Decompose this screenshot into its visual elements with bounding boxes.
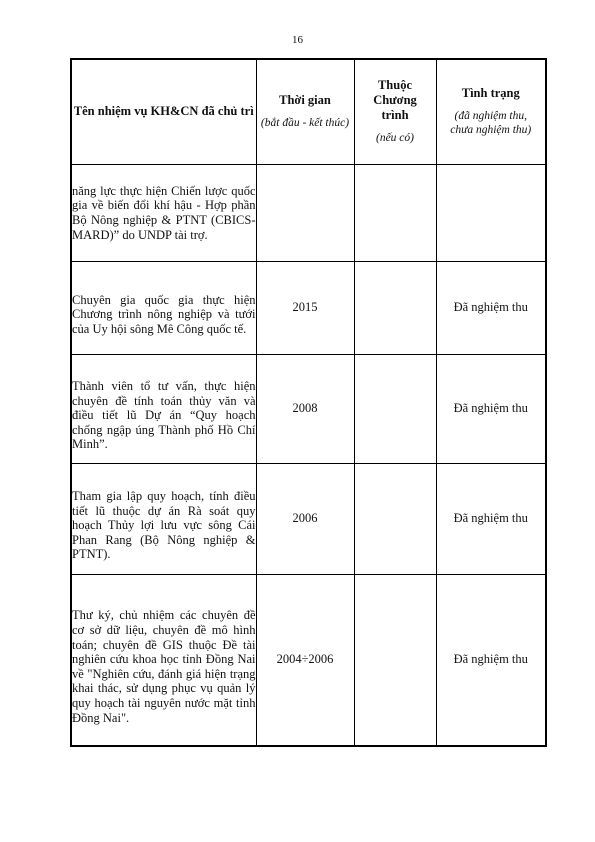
header-subtitle: (đã nghiệm thu, chưa nghiệm thu) [450,110,532,137]
projects-table [70,58,547,747]
header-subtitle: (bắt đầu - kết thúc) [260,117,350,130]
table-row [71,164,546,261]
status-cell [436,164,546,261]
header-program [354,59,436,164]
task-name-cell: Thư ký, chủ nhiệm các chuyên đề cơ sở dữ liệu, chuyên đề mô hình toán; chuyên đề GIS thuộc Đề tài nghiên cứu khoa học tỉnh Đồng Nai về "Nghiên cứu, đánh giá hiện trạng khai thác, sử dụng phục vụ quản lý quy hoạch tài nguyên nước mặt tỉnh Đồng Nai". [71,574,256,746]
program-cell [354,463,436,574]
time-cell: 2004÷2006 [256,574,354,746]
table-row [71,463,546,574]
header-time [256,59,354,164]
header-title: Tình trạng [461,86,520,101]
task-name-cell: năng lực thực hiện Chiến lược quốc gia về biến đổi khí hậu - Hợp phần Bộ Nông nghiệp & PTNT (CBICS-MARD)” do UNDP tài trợ. [71,164,256,261]
page-number: 16 [292,34,303,46]
table-row [71,354,546,463]
time-cell: 2006 [256,463,354,574]
task-name-cell: Chuyên gia quốc gia thực hiện Chương trình nông nghiệp và tưới của Uy hội sông Mê Công quốc tế. [71,261,256,354]
status-cell: Đã nghiệm thu [436,261,546,354]
table-row [71,261,546,354]
time-cell: 2008 [256,354,354,463]
header-title: Thuộc Chương trình [373,78,417,123]
header-task-name [71,59,256,164]
program-cell [354,574,436,746]
table-header-row [71,59,546,164]
program-cell [354,354,436,463]
time-cell [256,164,354,261]
header-title: Thời gian [279,93,331,108]
table-row [71,574,546,746]
status-cell: Đã nghiệm thu [436,574,546,746]
header-title: Tên nhiệm vụ KH&CN đã chủ trì [73,104,254,119]
status-cell: Đã nghiệm thu [436,463,546,574]
task-name-cell: Thành viên tổ tư vấn, thực hiện chuyên đề tính toán thủy văn và điều tiết lũ Dự án “Quy hoạch chống ngập úng Thành phố Hồ Chí Minh”. [71,354,256,463]
header-subtitle: (nếu có) [376,132,414,145]
header-status [436,59,546,164]
program-cell [354,261,436,354]
time-cell: 2015 [256,261,354,354]
task-name-cell: Tham gia lập quy hoạch, tính điều tiết lũ thuộc dự án Rà soát quy hoạch Thủy lợi lưu vực sông Cái Phan Rang (Bộ Nông nghiệp & PTNT). [71,463,256,574]
status-cell: Đã nghiệm thu [436,354,546,463]
program-cell [354,164,436,261]
